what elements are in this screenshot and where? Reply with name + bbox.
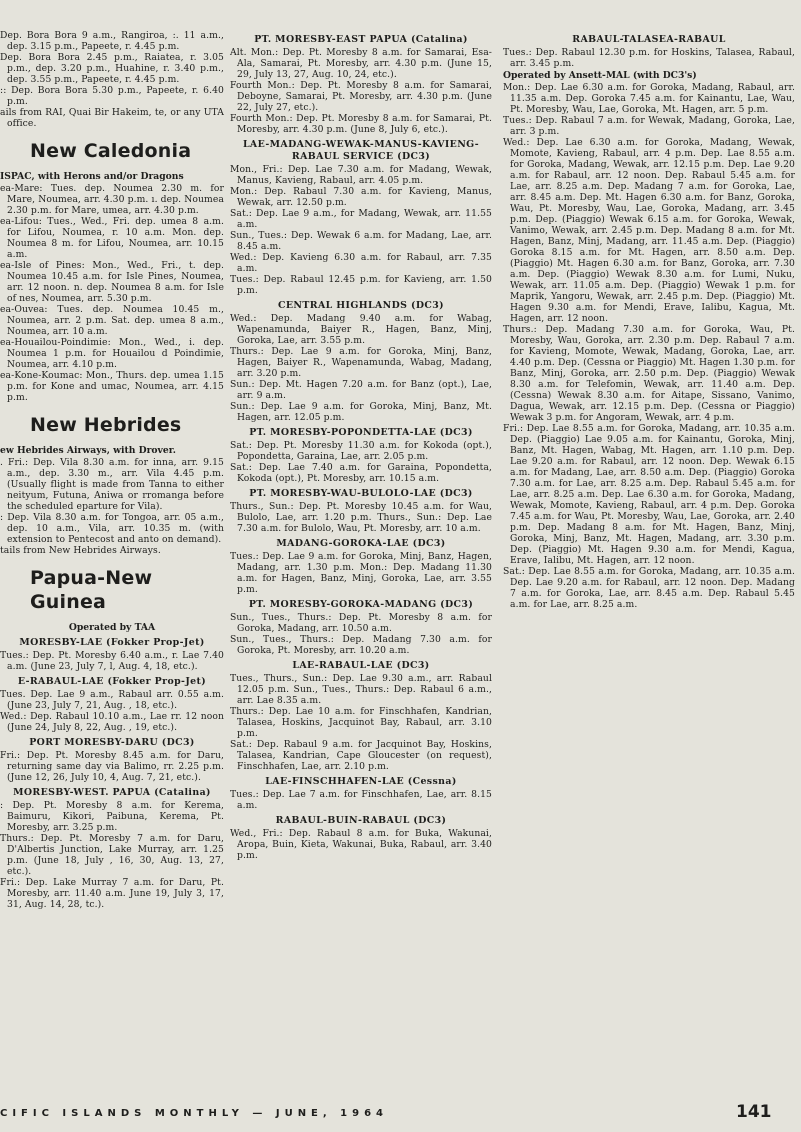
route-heading: CENTRAL HIGHLANDS (DC3)	[278, 300, 444, 311]
schedule-paragraph: Thurs.: Dep. Lae 10 a.m. for Finschhafen, Kandrian, Talasea, Hoskins, Jacquinot Bay, Rabaul, arr. 3.10 p.m.	[230, 706, 496, 739]
schedule-paragraph: ea-Kone-Koumac: Mon., Thurs. dep. umea 1.15 p.m. for Kone and umac, Noumea, arr. 4.15 p.m.	[0, 370, 228, 403]
schedule-paragraph: Tues.: Dep. Rabaul 12.30 p.m. for Hoskins, Talasea, Rabaul, arr. 3.45 p.m.	[503, 47, 799, 69]
schedule-paragraph: Sat.: Dep. Pt. Moresby 11.30 a.m. for Kokoda (opt.), Popondetta, Garaina, Lae, arr. 2.05 p.m.	[230, 440, 496, 462]
schedule-paragraph: Thurs.: Dep. Pt. Moresby 7 a.m. for Daru, D'Albertis Junction, Lake Murray, arr. 1.25 p.m. (June 18, July , 16, 30, Aug. 13, 27, etc.).	[0, 833, 228, 877]
schedule-paragraph: ea-Houailou-Poindimie: Mon., Wed., i. dep. Noumea 1 p.m. for Houailou d Poindimie, Noumea, arr. 4.10 p.m.	[0, 337, 228, 370]
schedule-paragraph: ea-Lifou: Tues., Wed., Fri. dep. umea 8 a.m. for Lifou, Noumea, r. 10 a.m. Mon. dep. Noumea 8 m. for Lifou, Noumea, arr. 10.15 a.m.	[0, 216, 228, 260]
schedule-paragraph: : Dep. Pt. Moresby 8 a.m. for Kerema, Baimuru, Kikori, Paibuna, Kerema, Pt. Moresby, arr. 3.25 p.m.	[0, 800, 228, 833]
schedule-paragraph: Sat.: Dep. Lae 8.55 a.m. for Goroka, Madang, arr. 10.35 a.m. Dep. Lae 9.20 a.m. for Rabaul, arr. 12 noon. Dep. Madang 7 a.m. for Goroka, Lae, arr. 8.45 a.m. Dep. Rabaul 5.45 a.m. for Lae, arr. 8.25 a.m.	[503, 566, 799, 610]
schedule-paragraph: Fri.: Dep. Lae 8.55 a.m. for Goroka, Madang, arr. 10.35 a.m. Dep. (Piaggio) Lae 9.05 a.m. for Kainantu, Goroka, Minj, Banz, Mt. Hagen, Wabag, Mt. Hagen, arr. 1.10 p.m. Dep. Lae 9.20 a.m. for Rabaul, arr. 12 noon. Dep. Wewak 6.15 a.m. for Madang, Lae, arr. 8.50 a.m. Dep. (Piaggio) Goroka 7.30 a.m. for Lae, arr. 8.25 a.m. Dep. Rabaul 5.45 a.m. for Lae, arr. 8.25 a.m. Dep. Lae 6.30 a.m. for Goroka, Madang, Wewak, Momote, Kavieng, Rabaul, arr. 4 p.m. Dep. Goroka 7.45 a.m. for Wau, Pt. Moresby, Wau, Lae, Goroka, arr. 2.40 p.m. Dep. Madang 8 a.m. for Mt. Hagen, Banz, Minj, Goroka, Minj, Banz, Mt. Hagen, Madang, arr. 3.30 p.m. Dep. (Piaggio) Mt. Hagen 9.30 a.m. for Mendi, Kagua, Erave, Ialibu, Mt. Hagen, arr. 12 noon.	[503, 423, 799, 566]
column-left	[0, 30, 228, 910]
schedule-paragraph: Alt. Mon.: Dep. Pt. Moresby 8 a.m. for Samarai, Esa-Ala, Samarai, Pt. Moresby, arr. 4.30 p.m. (June 15, 29, July 13, 27, Aug. 10, 24, etc.).	[230, 47, 496, 80]
route-heading: LAE-MADANG-WEWAK-MANUS-KAVIENG-RABAUL SERVICE (DC3)	[242, 139, 480, 162]
schedule-paragraph: Thurs.: Dep. Madang 7.30 a.m. for Goroka, Wau, Pt. Moresby, Wau, Goroka, arr. 2.30 p.m. Dep. Rabaul 7 a.m. for Kavieng, Momote, Wewak, Madang, Goroka, Lae, arr. 4.40 p.m. Dep. (Cessna or Piaggio) Mt. Hagen 1.30 p.m. for Banz, Minj, Goroka, arr. 2.50 p.m. Dep. (Piaggio) Wewak 8.30 a.m. for Telefomin, Wewak, arr. 11.40 a.m. Dep. (Cessna) Wewak 8.30 a.m. for Aitape, Sissano, Vanimo, Dagua, Wewak, arr. 12.15 p.m. Dep. (Cessna or Piaggio) Wewak 3 p.m. for Angoram, Wewak, arr. 4 p.m.	[503, 324, 799, 423]
schedule-paragraph: Tues.: Dep. Rabaul 7 a.m. for Wewak, Madang, Goroka, Lae, arr. 3 p.m.	[503, 115, 799, 137]
column-middle	[230, 30, 496, 861]
schedule-paragraph: Fri.: Dep. Pt. Moresby 8.45 a.m. for Daru, returning same day via Balimo, rr. 2.25 p.m. (June 12, 26, July 10, 4, Aug. 7, 21, etc.).	[0, 750, 228, 783]
schedule-paragraph: Thurs.: Dep. Lae 9 a.m. for Goroka, Minj, Banz, Hagen, Baiyer R., Wapenamunda, Wabag, Madang, arr. 3.20 p.m.	[230, 346, 496, 379]
page-number: 141	[736, 1102, 772, 1122]
schedule-paragraph: ea-Mare: Tues. dep. Noumea 2.30 m. for Mare, Noumea, arr. 4.30 p.m. ı. dep. Noumea 2.30 p.m. for Mare, umea, arr. 4.30 p.m.	[0, 183, 228, 216]
route-heading: MORESBY-LAE (Fokker Prop-Jet)	[19, 637, 205, 648]
schedule-paragraph: ea-Ouvea: Tues. dep. Noumea 10.45 m., Noumea, arr. 2 p.m. Sat. dep. umea 8 a.m., Noumea, arr. 10 a.m.	[0, 304, 228, 337]
route-heading: LAE-RABAUL-LAE (DC3)	[292, 660, 430, 671]
operator-line: ISPAC, with Herons and/or Dragons	[0, 171, 184, 182]
route-heading: PORT MORESBY-DARU (DC3)	[29, 737, 195, 748]
schedule-paragraph: ails from RAI, Quai Bir Hakeim, te, or any UTA office.	[0, 107, 228, 129]
schedule-paragraph: Sat.: Dep. Lae 7.40 a.m. for Garaina, Popondetta, Kokoda (opt.), Pt. Moresby, arr. 10.15 a.m.	[230, 462, 496, 484]
route-heading: E-RABAUL-LAE (Fokker Prop-Jet)	[17, 676, 207, 687]
schedule-paragraph: Sat.: Dep. Rabaul 9 a.m. for Jacquinot Bay, Hoskins, Talasea, Kandrian, Cape Gloucester (on request), Finschhafen, Lae, arr. 2.10 p.m.	[230, 739, 496, 772]
schedule-paragraph: Wed.: Dep. Lae 6.30 a.m. for Goroka, Madang, Wewak, Momote, Kavieng, Rabaul, arr. 4 p.m. Dep. Lae 8.55 a.m. for Goroka, Madang, Wewak, arr. 12.15 p.m. Dep. Lae 9.20 a.m. for Rabaul, arr. 12 noon. Dep. Rabaul 5.45 a.m. for Lae, arr. 8.25 a.m. Dep. Madang 7 a.m. for Goroka, Lae, arr. 8.45 a.m. Dep. Mt. Hagen 6.30 a.m. for Banz, Goroka, Wau, Pt. Moresby, Wau, Lae, Goroka, Madang, arr. 3.45 p.m. Dep. (Piaggio) Wewak 6.15 a.m. for Goroka, Wewak, Vanimo, Wewak, arr. 2.45 p.m. Dep. Madang 8 a.m. for Mt. Hagen, Banz, Minj, Madang, arr. 11.45 a.m. Dep. (Piaggio) Goroka 8.15 a.m. for Mt. Hagen, arr. 8.50 a.m. Dep. (Piaggio) Mt. Hagen 6.30 a.m. for Banz, Goroka, arr. 7.30 a.m. Dep. (Piaggio) Wewak 8.30 a.m. for Lumi, Nuku, Wewak, arr. 11.05 a.m. Dep. (Piaggio) Wewak 1 p.m. for Maprik, Yangoru, Wewak, arr. 2.45 p.m. Dep. (Piaggio) Mt. Hagen 9.30 a.m. for Mendi, Erave, Ialibu, Kagua, Mt. Hagen, arr. 12 noon.	[503, 137, 799, 324]
schedule-paragraph: Fourth Mon.: Dep. Pt. Moresby 8 a.m. for Samarai, Deboyne, Samarai, Pt. Moresby, arr. 4.30 p.m. (June 22, July 27, etc.).	[230, 80, 496, 113]
column-right	[503, 30, 799, 610]
operator-line: Operated by TAA	[68, 622, 156, 633]
schedule-paragraph: . Fri.: Dep. Vila 8.30 a.m. for inna, arr. 9.15 a.m., dep. 3.30 m., arr. Vila 4.45 p.m. (Usually flight is made from Tanna to either neityum, Futuna, Aniwa or rromanga before the scheduled eparture for Vila).	[0, 457, 228, 512]
schedule-paragraph: Tues.: Dep. Pt. Moresby 6.40 a.m., r. Lae 7.40 a.m. (June 23, July 7, l, Aug. 4, 18, etc.).	[0, 650, 228, 672]
schedule-paragraph: Wed.: Dep. Rabaul 10.10 a.m., Lae rr. 12 noon (June 24, July 8, 22, Aug. , 19, etc.).	[0, 711, 228, 733]
schedule-paragraph: Wed.: Dep. Madang 9.40 a.m. for Wabag, Wapenamunda, Baiyer R., Hagen, Banz, Minj, Goroka, Lae, arr. 3.55 p.m.	[230, 313, 496, 346]
schedule-paragraph: tails from New Hebrides Airways.	[0, 545, 161, 556]
schedule-paragraph: Fourth Mon.: Dep. Pt. Moresby 8 a.m. for Samarai, Pt. Moresby, arr. 4.30 p.m. (June 8, July 6, etc.).	[230, 113, 496, 135]
route-heading: PT. MORESBY-WAU-BULOLO-LAE (DC3)	[249, 488, 473, 499]
schedule-paragraph: : Dep. Vila 8.30 a.m. for Tongoa, arr. 05 a.m., dep. 10 a.m., Vila, arr. 10.35 m. (with extension to Pentecost and anto on demand).	[0, 512, 228, 545]
route-heading: PT. MORESBY-POPONDETTA-LAE (DC3)	[249, 427, 473, 438]
schedule-paragraph: Sat.: Dep. Lae 9 a.m., for Madang, Wewak, arr. 11.55 a.m.	[230, 208, 496, 230]
page-footer	[0, 1100, 801, 1130]
schedule-paragraph: Mon.: Dep. Lae 6.30 a.m. for Goroka, Madang, Rabaul, arr. 11.35 a.m. Dep. Goroka 7.45 a.m. for Kainantu, Lae, Wau, Pt. Moresby, Wau, Lae, Goroka, Mt. Hagen, arr. 5 p.m.	[503, 82, 799, 115]
section-heading: New Caledonia	[30, 140, 192, 162]
schedule-paragraph: Sun.: Dep. Lae 9 a.m. for Goroka, Minj, Banz, Mt. Hagen, arr. 12.05 p.m.	[230, 401, 496, 423]
operator-line: Operated by Ansett-MAL (with DC3's)	[503, 70, 697, 81]
schedule-paragraph: Tues.: Dep. Lae 7 a.m. for Finschhafen, Lae, arr. 8.15 a.m.	[230, 789, 496, 811]
schedule-paragraph: Wed., Fri.: Dep. Rabaul 8 a.m. for Buka, Wakunai, Aropa, Buin, Kieta, Wakunai, Buka, Rabaul, arr. 3.40 p.m.	[230, 828, 496, 861]
schedule-paragraph: Sun., Tues.: Dep. Wewak 6 a.m. for Madang, Lae, arr. 8.45 a.m.	[230, 230, 496, 252]
schedule-paragraph: Mon.: Dep. Rabaul 7.30 a.m. for Kavieng, Manus, Wewak, arr. 12.50 p.m.	[230, 186, 496, 208]
route-heading: RABAUL-BUIN-RABAUL (DC3)	[275, 815, 447, 826]
schedule-paragraph: Tues.: Dep. Lae 9 a.m. for Goroka, Minj, Banz, Hagen, Madang, arr. 1.30 p.m. Mon.: Dep. Madang 11.30 a.m. for Hagen, Banz, Minj, Goroka, Lae, arr. 3.55 p.m.	[230, 551, 496, 595]
schedule-paragraph: Dep. Bora Bora 9 a.m., Rangiroa, :. 11 a.m., dep. 3.15 p.m., Papeete, r. 4.45 p.m.	[0, 30, 228, 52]
schedule-paragraph: Wed.: Dep. Kavieng 6.30 a.m. for Rabaul, arr. 7.35 a.m.	[230, 252, 496, 274]
route-heading: MORESBY-WEST. PAPUA (Catalina)	[13, 787, 211, 798]
route-heading: PT. MORESBY-GOROKA-MADANG (DC3)	[248, 599, 474, 610]
route-heading: MADANG-GOROKA-LAE (DC3)	[276, 538, 446, 549]
schedule-paragraph: Sun.: Dep. Mt. Hagen 7.20 a.m. for Banz (opt.), Lae, arr. 9 a.m.	[230, 379, 496, 401]
section-heading: New Hebrides	[30, 414, 182, 436]
route-heading: LAE-FINSCHHAFEN-LAE (Cessna)	[265, 776, 457, 787]
schedule-paragraph: Tues. Dep. Lae 9 a.m., Rabaul arr. 0.55 a.m. (June 23, July 7, 21, Aug. , 18, etc.).	[0, 689, 228, 711]
route-heading: RABAUL-TALASEA-RABAUL	[572, 34, 726, 45]
schedule-paragraph: Sun., Tues., Thurs.: Dep. Pt. Moresby 8 a.m. for Goroka, Madang, arr. 10.50 a.m.	[230, 612, 496, 634]
running-title: CIFIC ISLANDS MONTHLY — JUNE, 1964	[0, 1108, 389, 1119]
schedule-paragraph: Thurs., Sun.: Dep. Pt. Moresby 10.45 a.m. for Wau, Bulolo, Lae, arr. 1.20 p.m. Thurs., Sun.: Dep. Lae 7.30 a.m. for Bulolo, Wau, Pt. Moresby, arr. 10 a.m.	[230, 501, 496, 534]
schedule-paragraph: :: Dep. Bora Bora 5.30 p.m., Papeete, r. 6.40 p.m.	[0, 85, 228, 107]
section-heading: Papua-New Guinea	[30, 567, 153, 613]
schedule-paragraph: Dep. Bora Bora 2.45 p.m., Raiatea, r. 3.05 p.m., dep. 3.20 p.m., Huahine, r. 3.40 p.m., dep. 3.55 p.m., Papeete, r. 4.45 p.m.	[0, 52, 228, 85]
schedule-paragraph: Sun., Tues., Thurs.: Dep. Madang 7.30 a.m. for Goroka, Pt. Moresby, arr. 10.20 a.m.	[230, 634, 496, 656]
schedule-paragraph: Mon., Fri.: Dep. Lae 7.30 a.m. for Madang, Wewak, Manus, Kavieng, Rabaul, arr. 4.05 p.m.	[230, 164, 496, 186]
schedule-paragraph: Fri.: Dep. Lake Murray 7 a.m. for Daru, Pt. Moresby, arr. 11.40 a.m. June 19, July 3, 17, 31, Aug. 14, 28, tc.).	[0, 877, 228, 910]
operator-line: ew Hebrides Airways, with Drover.	[0, 445, 176, 456]
schedule-paragraph: Tues.: Dep. Rabaul 12.45 p.m. for Kavieng, arr. 1.50 p.m.	[230, 274, 496, 296]
schedule-paragraph: ea-Isle of Pines: Mon., Wed., Fri., t. dep. Noumea 10.45 a.m. for Isle Pines, Noumea, arr. 12 noon. n. dep. Noumea 8 a.m. for Isle of nes, Noumea, arr. 5.30 p.m.	[0, 260, 228, 304]
schedule-paragraph: Tues., Thurs., Sun.: Dep. Lae 9.30 a.m., arr. Rabaul 12.05 p.m. Sun., Tues., Thurs.: Dep. Rabaul 6 a.m., arr. Lae 8.35 a.m.	[230, 673, 496, 706]
route-heading: PT. MORESBY-EAST PAPUA (Catalina)	[254, 34, 468, 45]
